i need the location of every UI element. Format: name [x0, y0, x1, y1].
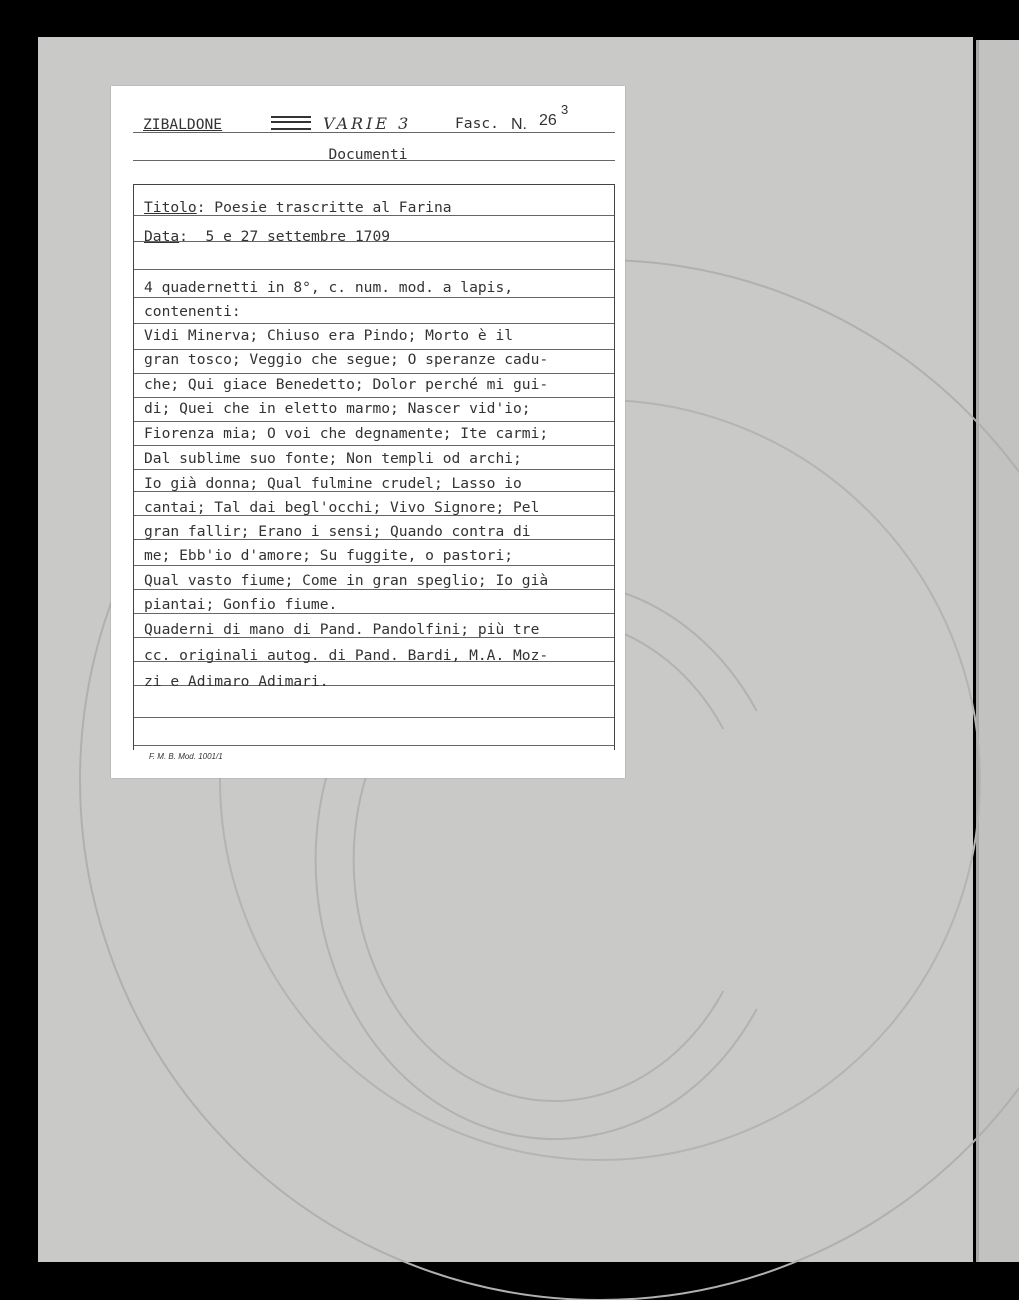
data-row	[144, 228, 390, 245]
varie-handwritten: VARIE 3	[323, 114, 412, 133]
rule	[134, 297, 614, 298]
page-edge	[976, 40, 1019, 1262]
titolo-row	[144, 199, 452, 216]
rule	[134, 565, 614, 566]
header-rule	[133, 132, 615, 133]
fasc-number-sup: 3	[561, 102, 569, 117]
n-label: N.	[511, 116, 527, 133]
description-line: contenenti:	[144, 303, 241, 320]
rule	[134, 613, 614, 614]
description-line: Dal sublime suo fonte; Non templi od archi;	[144, 450, 522, 467]
data-value: : 5 e 27 settembre 1709	[179, 228, 391, 245]
description-line: Fiorenza mia; O voi che degnamente; Ite carmi;	[144, 425, 549, 442]
form-code: F. M. B. Mod. 1001/1	[149, 752, 223, 761]
description-line: piantai; Gonfio fiume.	[144, 596, 338, 613]
description-line: che; Qui giace Benedetto; Dolor perché mi gui-	[144, 376, 549, 393]
description-line: Vidi Minerva; Chiuso era Pindo; Morto è il	[144, 327, 514, 344]
titolo-label: Titolo	[144, 199, 197, 216]
index-card	[111, 86, 625, 778]
rule	[134, 397, 614, 398]
rule	[134, 745, 614, 746]
description-line: 4 quadernetti in 8°, c. num. mod. a lapis,	[144, 279, 514, 296]
description-line: di; Quei che in eletto marmo; Nascer vid'io;	[144, 400, 531, 417]
rule	[134, 349, 614, 350]
rule	[134, 445, 614, 446]
description-line: zi e Adimaro Adimari.	[144, 673, 329, 690]
rule	[134, 469, 614, 470]
card-header	[133, 94, 617, 134]
description-line: gran tosco; Veggio che segue; O speranze cadu-	[144, 351, 549, 368]
data-label: Data	[144, 228, 180, 245]
description-line: Quaderni di mano di Pand. Pandolfini; più tre	[144, 621, 540, 638]
description-line: me; Ebb'io d'amore; Su fuggite, o pastori;	[144, 547, 514, 564]
rule	[134, 717, 614, 718]
titolo-value: : Poesie trascritte al Farina	[196, 199, 452, 216]
rule	[134, 421, 614, 422]
fasc-number: 26	[539, 112, 557, 129]
rule	[134, 373, 614, 374]
struck-out-text	[271, 116, 311, 130]
section-title: Documenti	[328, 146, 408, 163]
fasc-label: Fasc.	[455, 115, 499, 132]
description-line: Qual vasto fiume; Come in gran speglio; Io già	[144, 572, 549, 589]
description-line: cantai; Tal dai begl'occhi; Vivo Signore; Pel	[144, 499, 540, 516]
description-line: Io già donna; Qual fulmine crudel; Lasso io	[144, 475, 522, 492]
rule	[134, 269, 614, 270]
zibaldone-label: ZIBALDONE	[143, 116, 223, 133]
rule	[134, 323, 614, 324]
description-line: gran fallir; Erano i sensi; Quando contra di	[144, 523, 531, 540]
description-line: cc. originali autog. di Pand. Bardi, M.A. Moz-	[144, 647, 549, 664]
record-box	[133, 184, 615, 750]
rule	[134, 589, 614, 590]
section-rule	[133, 160, 615, 161]
